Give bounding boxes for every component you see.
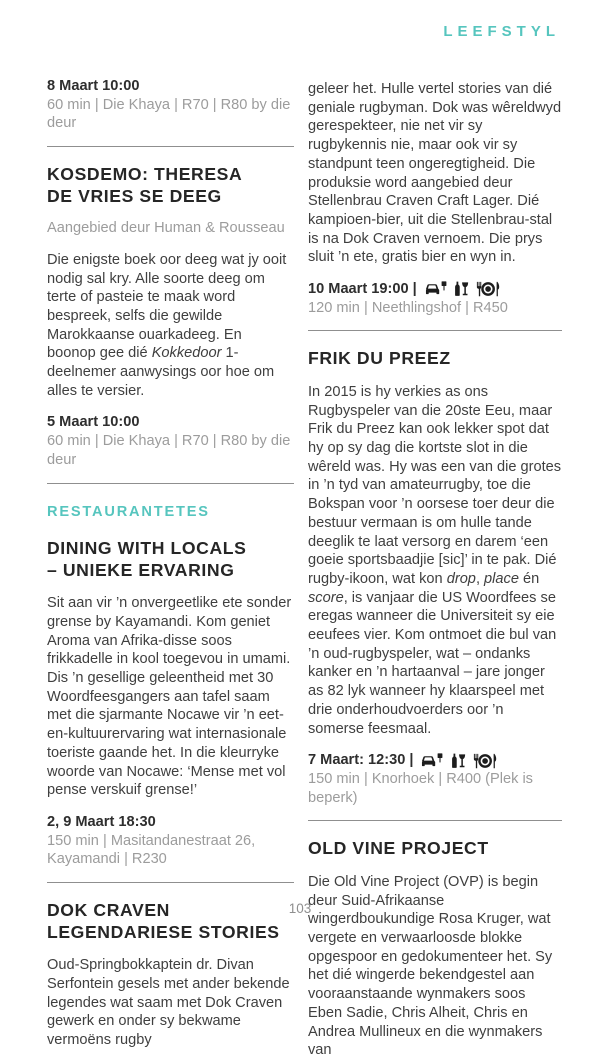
session-details: 60 min | Die Khaya | R70 | R80 by die deur (47, 433, 291, 468)
amenity-icons (424, 281, 500, 297)
article-body-kosdemo: Die enigste boek oor deeg wat jy ooit nodig sal kry. Alle soorte deeg om terte of pasteie te maak word bespreek, selfs die gewilde Marokkaanse ouarkadeeg. En boonop gee dié Kokkedoor 1-deelnemer aanwysings oor hoe om alles te versier. (47, 251, 287, 399)
article-title-dok-craven: DOK CRAVEN LEGENDARIESE STORIES (47, 900, 280, 942)
session-date: 2, 9 Maart 18:30 (47, 813, 156, 830)
session-date: 5 Maart 10:00 (47, 414, 140, 431)
article-title-old-vine: OLD VINE PROJECT (308, 838, 489, 859)
session-date: 7 Maart: 12:30 | (308, 752, 414, 769)
car-parking-icon (420, 753, 443, 769)
article-body-dining: Sit aan vir ’n onvergeetlike ete sonder grense by Kayamandi. Kom geniet Aroma van Afrika-disse soos frikkadelle in kool toegevou in umami. Dis ’n gesellige geleentheid met 30 Woordfeesgangers aan tafel saam met die sjarmante Nocawe vir ’n eet-en-kultuurervaring wat internasionale toeriste gaande het. In die kleurryke woorde van Nocawe: ‘Mense met vol pense verskuif grense!’ (47, 595, 292, 799)
article-presenter: Aangebied deur Human & Rousseau (47, 220, 285, 237)
session-info (47, 813, 294, 869)
wine-icon (454, 281, 469, 297)
article-body-old-vine: Die Old Vine Project (OVP) is begin deur Suid-Afrikaanse wingerdboukundige Rosa Kruger, wat vergete en verwaarloosde blokke opgespoor en gedokumenteer het. Sy het dié wingerde bekendgestel aan vooraanstaande wynmakers soos Eben Sadie, Chris Alheit, Chris en Andrea Mullineux en die wynmakers van (308, 873, 553, 1059)
article-body-dok-craven-continued: geleer het. Hulle vertel stories van dié geniale rugbyman. Dok was wêreldwyd gerespekteer, nie net vir sy rugbykennis nie, maar ook vir sy standpunt teen ongeregtigheid. Die produksie word aangebied deur Stellenbrau Craven Craft Lager. Dié kampioen-bier, uit die Stellenbrau-stal is na Dok Craven vernoem. Die prys sluit ’n ete, gratis bier en wyn in. (308, 81, 562, 266)
session-details: 150 min | Masitandanestraat 26, Kayamandi | R230 (47, 832, 256, 868)
wine-icon (451, 753, 466, 769)
session-date: 8 Maart 10:00 (47, 78, 140, 94)
divider (308, 330, 562, 331)
session-date: 10 Maart 19:00 | (308, 281, 417, 298)
session-details: 150 min | Knorhoek | R400 (Plek is beperk) (308, 771, 533, 806)
page-number: 103 (288, 901, 312, 916)
divider (47, 146, 294, 147)
session-info (308, 280, 562, 317)
article-title-dining: DINING WITH LOCALS – UNIEKE ERVARING (47, 538, 247, 580)
session-info (308, 751, 562, 807)
dining-icon (473, 753, 497, 769)
section-label-restaurantetes: RESTAURANTETES (47, 503, 210, 520)
car-parking-icon (424, 281, 447, 297)
divider (47, 483, 294, 484)
section-masthead: LEEFSTYL (443, 23, 560, 40)
session-date-row (308, 280, 562, 299)
divider (47, 882, 294, 883)
session-info (47, 77, 294, 133)
session-info (47, 413, 294, 469)
article-body-dok-craven: Oud-Springbokkaptein dr. Divan Serfontein gesels met ander bekende legendes wat saam met Dok Craven gewerk en onder sy bekwame vermoëns rugby (47, 957, 290, 1048)
amenity-icons (420, 753, 496, 769)
article-body-frik-du-preez: In 2015 is hy verkies as ons Rugbyspeler van die 20ste Eeu, maar Frik du Preez kan ook lekker spot dat hy op sy dag die kortste slot in die wêreld was. Hy was een van die grotes in ’n tyd van amateurrugby, toe die Bokspan voor ’n oorsese toer deur die bestuur vermaan is om hulle tande deeglik te laat versorg en darem ‘een goeie sportsbaadjie [sic]’ in te pak. Dié rugby-ikoon, wat kon drop, place én score, is vanjaar die US Woordfees se eregas wanneer die Universiteit sy eie eeufees vier. Kom ontmoet die bul van ’n oud-rugbyspeler, wat – ondanks kanker en ’n hartaanval – jare jonger as 82 lyk wanneer hy klaarspeel met drie onderhoudvoerders oor ’n somerse feesmaal. (308, 383, 562, 737)
dining-icon (476, 281, 500, 297)
article-title-frik-du-preez: FRIK DU PREEZ (308, 348, 451, 369)
session-details: 120 min | Neethlingshof | R450 (308, 299, 508, 316)
session-date-row (308, 751, 562, 770)
session-details: 60 min | Die Khaya | R70 | R80 by die deur (47, 96, 291, 132)
divider (308, 820, 562, 821)
article-title-kosdemo: KOSDEMO: THERESA DE VRIES SE DEEG (47, 164, 243, 206)
